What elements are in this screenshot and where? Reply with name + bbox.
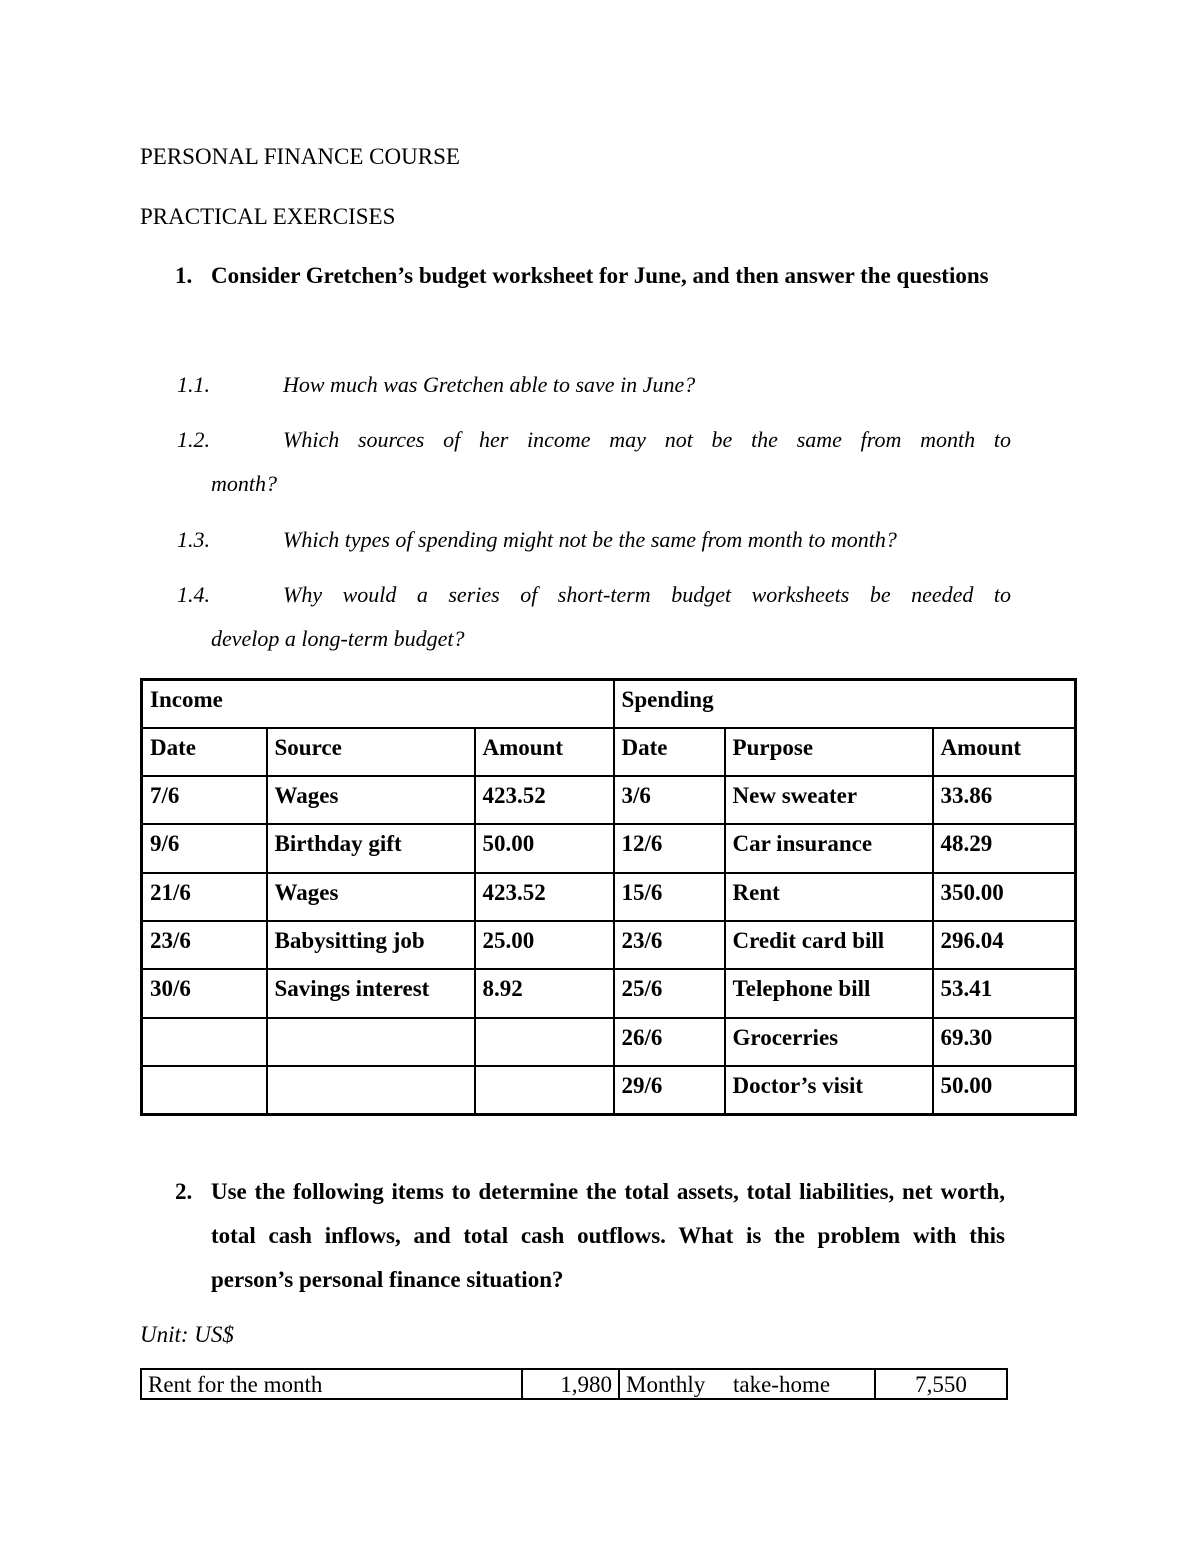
column-header-row bbox=[142, 728, 1076, 776]
table-cell: 25.00 bbox=[475, 921, 614, 969]
subquestion-1-1-number: 1.1. bbox=[177, 372, 210, 397]
item-value: 7,550 bbox=[915, 1372, 967, 1397]
table-cell: Rent bbox=[725, 873, 933, 921]
table-cell: Babysitting job bbox=[267, 921, 475, 969]
table-row bbox=[142, 873, 1076, 921]
subquestion-1-4-number: 1.4. bbox=[177, 582, 210, 607]
subquestion-1-1-text: How much was Gretchen able to save in June? bbox=[283, 372, 696, 397]
table-cell: 48.29 bbox=[933, 824, 1076, 872]
subquestion-1-2-number: 1.2. bbox=[177, 427, 210, 452]
subquestion-1-2-continuation: month? bbox=[211, 471, 277, 496]
section-title: PRACTICAL EXERCISES bbox=[140, 204, 396, 229]
subquestion-1-3-text: Which types of spending might not be the same from month to month? bbox=[283, 527, 897, 552]
table-cell: 69.30 bbox=[933, 1018, 1076, 1066]
table-cell: 12/6 bbox=[614, 824, 725, 872]
table-row bbox=[142, 921, 1076, 969]
table-cell: Doctor’s visit bbox=[725, 1066, 933, 1114]
table-cell bbox=[142, 1066, 267, 1114]
table-header-row bbox=[142, 680, 1076, 728]
table-cell: Car insurance bbox=[725, 824, 933, 872]
income-header: Income bbox=[142, 680, 614, 728]
table-cell bbox=[267, 1066, 475, 1114]
table-row bbox=[142, 824, 1076, 872]
table-cell: 423.52 bbox=[475, 873, 614, 921]
table-cell: 50.00 bbox=[933, 1066, 1076, 1114]
column-header: Purpose bbox=[725, 728, 933, 776]
question-2-text: Use the following items to determine the total assets, total liabilities, net worth, total cash inflows, and total cash outflows. What is the problem with this person’s personal finance situation? bbox=[211, 1179, 1005, 1292]
table-row bbox=[142, 1066, 1076, 1114]
question-1-number: 1. bbox=[175, 263, 193, 288]
question-2-number: 2. bbox=[175, 1179, 193, 1204]
table-cell: 25/6 bbox=[614, 969, 725, 1017]
table-cell: 50.00 bbox=[475, 824, 614, 872]
table-cell: 53.41 bbox=[933, 969, 1076, 1017]
column-header: Amount bbox=[475, 728, 614, 776]
item-label: Monthly take-home bbox=[619, 1369, 875, 1399]
table-cell: Wages bbox=[267, 776, 475, 824]
table-cell: Savings interest bbox=[267, 969, 475, 1017]
column-header: Amount bbox=[933, 728, 1076, 776]
table-cell: Telephone bill bbox=[725, 969, 933, 1017]
table-cell: 7/6 bbox=[142, 776, 267, 824]
table-cell: 33.86 bbox=[933, 776, 1076, 824]
column-header: Date bbox=[614, 728, 725, 776]
spending-header: Spending bbox=[614, 680, 1076, 728]
table-row bbox=[142, 969, 1076, 1017]
question-1-text: Consider Gretchen’s budget worksheet for June, and then answer the questions bbox=[211, 263, 989, 288]
table-cell: 8.92 bbox=[475, 969, 614, 1017]
subquestion-1-3-number: 1.3. bbox=[177, 527, 210, 552]
table-cell bbox=[475, 1018, 614, 1066]
table-cell: Credit card bill bbox=[725, 921, 933, 969]
column-header: Source bbox=[267, 728, 475, 776]
table-cell: 350.00 bbox=[933, 873, 1076, 921]
column-header: Date bbox=[142, 728, 267, 776]
table-cell: 29/6 bbox=[614, 1066, 725, 1114]
table-row bbox=[142, 1018, 1076, 1066]
table-cell: Grocerries bbox=[725, 1018, 933, 1066]
item-label: Rent for the month bbox=[141, 1369, 522, 1399]
table-cell: 9/6 bbox=[142, 824, 267, 872]
table-cell: 23/6 bbox=[614, 921, 725, 969]
table-cell: Wages bbox=[267, 873, 475, 921]
table-cell: New sweater bbox=[725, 776, 933, 824]
item-value: 1,980 bbox=[522, 1369, 619, 1399]
table-cell bbox=[142, 1018, 267, 1066]
unit-label: Unit: US$ bbox=[140, 1322, 234, 1347]
table-cell: 30/6 bbox=[142, 969, 267, 1017]
items-table bbox=[140, 1368, 1008, 1400]
budget-worksheet-table bbox=[140, 678, 1077, 1116]
table-cell bbox=[267, 1018, 475, 1066]
course-title: PERSONAL FINANCE COURSE bbox=[140, 144, 460, 169]
table-row bbox=[142, 776, 1076, 824]
table-cell: 26/6 bbox=[614, 1018, 725, 1066]
table-cell: 296.04 bbox=[933, 921, 1076, 969]
subquestion-1-4-continuation: develop a long-term budget? bbox=[211, 626, 465, 651]
table-row bbox=[141, 1369, 1007, 1399]
subquestion-1-4-text: Why would a series of short-term budget worksheets be needed to bbox=[283, 582, 1011, 607]
table-cell bbox=[475, 1066, 614, 1114]
table-cell: 23/6 bbox=[142, 921, 267, 969]
table-cell: Birthday gift bbox=[267, 824, 475, 872]
table-cell: 423.52 bbox=[475, 776, 614, 824]
table-cell: 3/6 bbox=[614, 776, 725, 824]
table-cell: 15/6 bbox=[614, 873, 725, 921]
table-cell: 21/6 bbox=[142, 873, 267, 921]
subquestion-1-2-text: Which sources of her income may not be the same from month to bbox=[283, 427, 1011, 452]
